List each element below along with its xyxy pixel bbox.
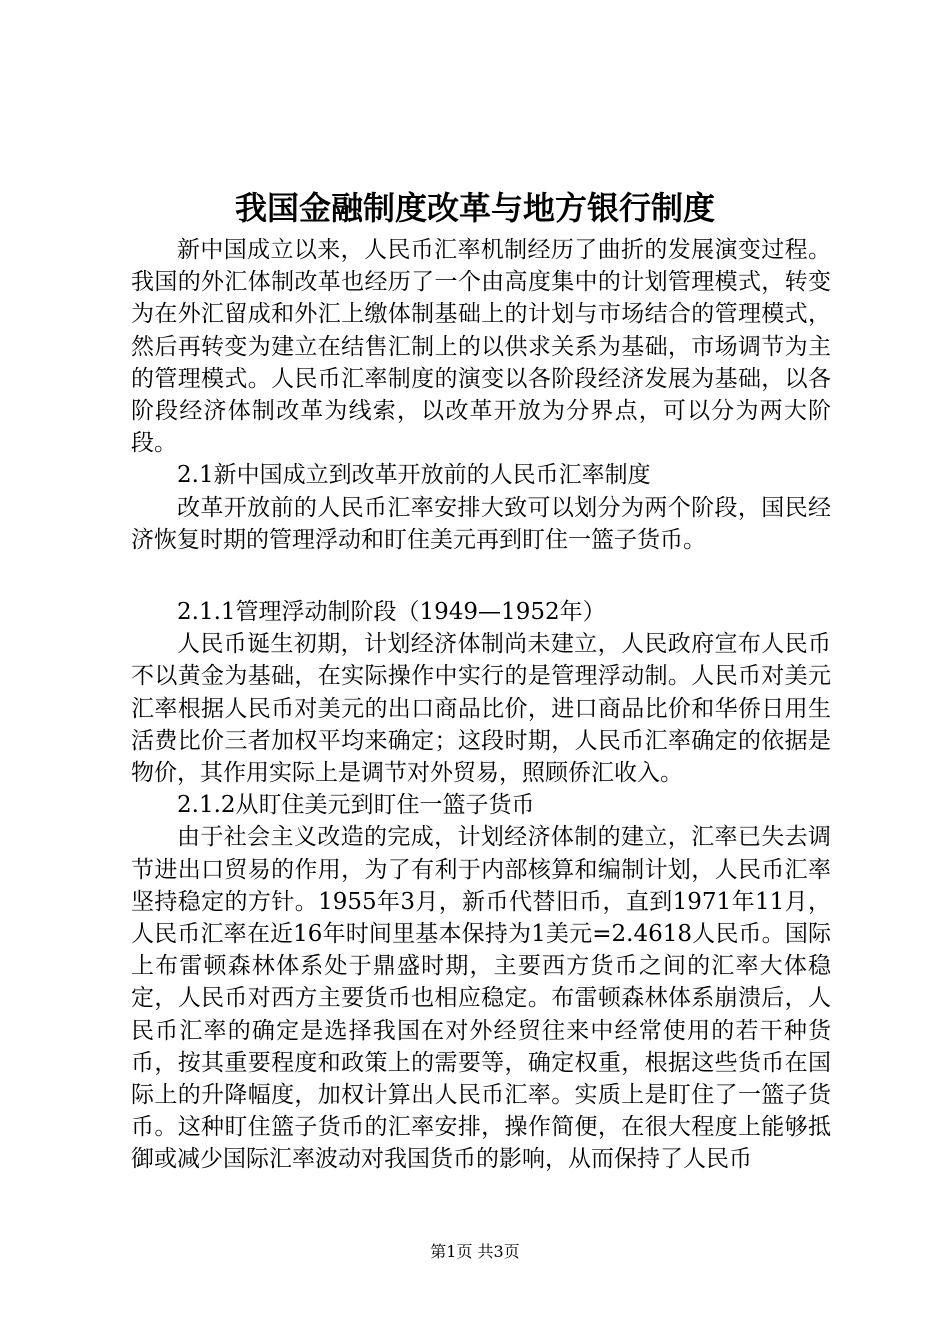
page-footer: 第1页 共3页 (430, 1242, 520, 1261)
section-2-1-1-paragraph: 人民币诞生初期，计划经济体制尚未建立，人民政府宣布人民币不以黄金为基础，在实际操作中实行的是管理浮动制。人民币对美元汇率根据人民币对美元的出口商品比价，进口商品比价和华侨日用生活费比价三者加权平均来确定；这段时期，人民币汇率确定的依据是物价，其作用实际上是调节对外贸易，照顾侨汇收入。 (131, 631, 831, 787)
document-body (131, 234, 831, 1176)
section-heading-2-1-2: 2.1.2从盯住美元到盯住一篮子货币 (177, 792, 535, 819)
section-2-1-paragraph: 改革开放前的人民币汇率安排大致可以划分为两个阶段，国民经济恢复时期的管理浮动和盯住美元再到盯住一篮子货币。 (131, 494, 831, 553)
section-heading-2-1-1: 2.1.1管理浮动制阶段（1949—1952年） (177, 599, 606, 626)
paragraph-spacer (131, 556, 831, 596)
section-heading-2-1: 2.1新中国成立到改革开放前的人民币汇率制度 (177, 462, 651, 489)
document-title: 我国金融制度改革与地方银行制度 (234, 189, 715, 227)
intro-paragraph: 新中国成立以来，人民币汇率机制经历了曲折的发展演变过程。我国的外汇体制改革也经历了一个由高度集中的计划管理模式，转变为在外汇留成和外汇上缴体制基础上的计划与市场结合的管理模式，然后再转变为建立在结售汇制上的以供求关系为基础，市场调节为主的管理模式。人民币汇率制度的演变以各阶段经济发展为基础，以各阶段经济体制改革为线索，以改革开放为分界点，可以分为两大阶段。 (131, 237, 831, 457)
section-2-1-2-paragraph: 由于社会主义改造的完成，计划经济体制的建立，汇率已失去调节进出口贸易的作用，为了有利于内部核算和编制计划，人民币汇率坚持稳定的方针。1955年3月，新币代替旧币，直到1971年11月，人民币汇率在近16年时间里基本保持为1美元=2.4618人民币。国际上布雷顿森林体系处于鼎盛时期，主要西方货币之间的汇率大体稳定，人民币对西方主要货币也相应稳定。布雷顿森林体系崩溃后，人民币汇率的确定是选择我国在对外经贸往来中经常使用的若干种货币，按其重要程度和政策上的需要等，确定权重，根据这些货币在国际上的升降幅度，加权计算出人民币汇率。实质上是盯住了一篮子货币。这种盯住篮子货币的汇率安排，操作简便，在很大程度上能够抵御或减少国际汇率波动对我国货币的影响，从而保持了人民币 (131, 824, 831, 1173)
